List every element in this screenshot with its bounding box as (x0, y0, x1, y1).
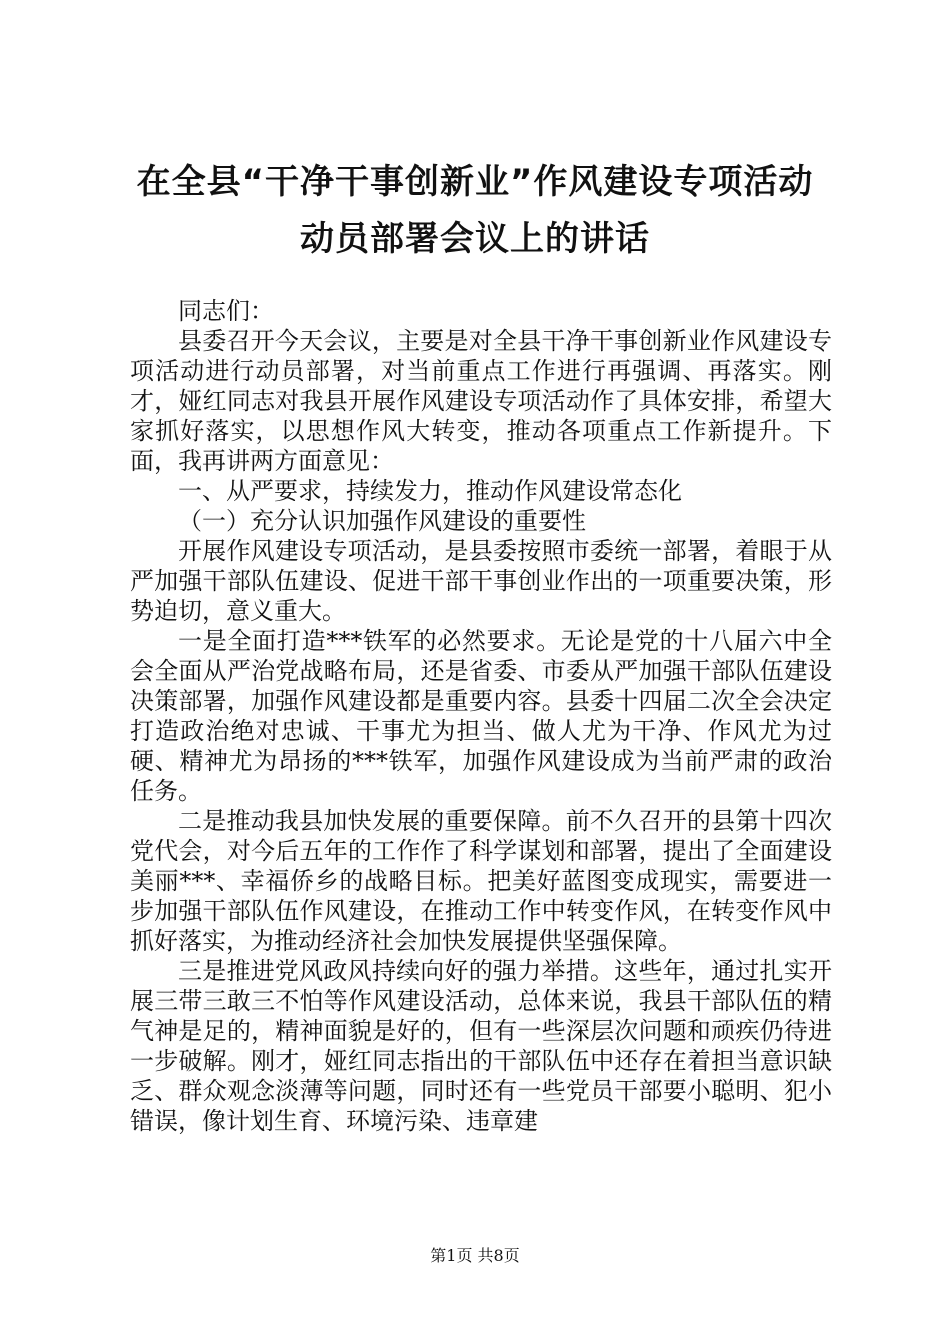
subsection-heading-1: （一）充分认识加强作风建设的重要性 (178, 507, 586, 535)
page-number-footer: 第1页 共8页 (430, 1246, 520, 1265)
paragraph: 二是推动我县加快发展的重要保障。前不久召开的县第十四次党代会，对今后五年的工作作了科学谋划和部署，提出了全面建设美丽***、幸福侨乡的战略目标。把美好蓝图变成现实，需要进一步加强干部队伍作风建设，在推动工作中转变作风，在转变作风中抓好落实，为推动经济社会加快发展提供坚强保障。 (130, 807, 832, 955)
document-title-line-2: 动员部署会议上的讲话 (300, 219, 650, 259)
paragraph: 三是推进党风政风持续向好的强力举措。这些年，通过扎实开展三带三敢三不怕等作风建设活动，总体来说，我县干部队伍的精气神是足的，精神面貌是好的，但有一些深层次问题和顽疾仍待进一步破解。刚才，娅红同志指出的干部队伍中还存在着担当意识缺乏、群众观念淡薄等问题，同时还有一些党员干部要小聪明、犯小错误，像计划生育、环境污染、违章建 (130, 957, 832, 1135)
document-title-line-1: 在全县“干净干事创新业”作风建设专项活动 (136, 162, 814, 202)
paragraph: 开展作风建设专项活动，是县委按照市委统一部署，着眼于从严加强干部队伍建设、促进干部干事创业作出的一项重要决策，形势迫切，意义重大。 (130, 537, 832, 625)
document-body (130, 296, 832, 1136)
salutation: 同志们： (178, 297, 274, 325)
section-heading-1: 一、从严要求，持续发力，推动作风建设常态化 (178, 477, 682, 505)
paragraph: 一是全面打造***铁军的必然要求。无论是党的十八届六中全会全面从严治党战略布局，还是省委、市委从严加强干部队伍建设决策部署，加强作风建设都是重要内容。县委十四届二次全会决定打造政治绝对忠诚、干事尤为担当、做人尤为干净、作风尤为过硬、精神尤为昂扬的***铁军，加强作风建设成为当前严肃的政治任务。 (130, 627, 832, 805)
paragraph-intro: 县委召开今天会议，主要是对全县干净干事创新业作风建设专项活动进行动员部署，对当前重点工作进行再强调、再落实。刚才，娅红同志对我县开展作风建设专项活动作了具体安排，希望大家抓好落实，以思想作风大转变，推动各项重点工作新提升。下面，我再讲两方面意见： (130, 327, 832, 475)
